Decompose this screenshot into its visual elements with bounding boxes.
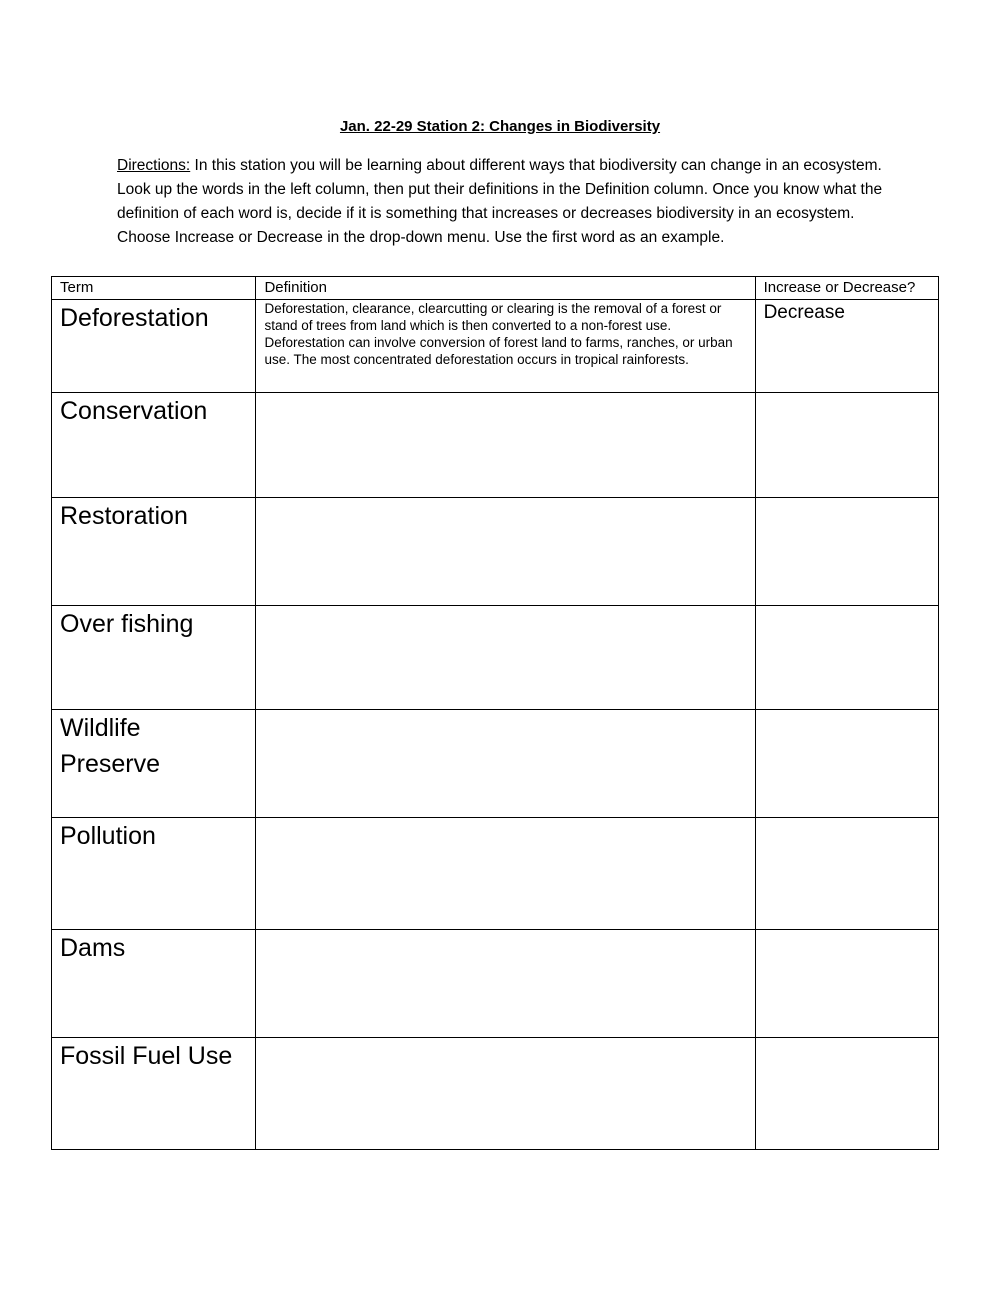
increase-decrease-dropdown[interactable] — [755, 710, 938, 818]
table-row — [52, 818, 939, 930]
worksheet-title: Jan. 22-29 Station 2: Changes in Biodiversity — [339, 118, 661, 135]
table-row — [52, 710, 939, 818]
term-label: Over fishing — [60, 610, 194, 638]
term-label: Restoration — [60, 502, 188, 530]
answer-text — [756, 393, 938, 397]
table-row — [52, 606, 939, 710]
term-label: Pollution — [60, 822, 156, 850]
term-cell — [52, 393, 256, 498]
definition-text: Deforestation, clearance, clearcutting or clearing is the removal of a forest or stand of trees from land which is then converted to a non-forest use. Deforestation can involve conversion of forest land to farms, ranches, or urban use. The most concentrated deforestation occurs in tropical rainforests. — [264, 301, 733, 367]
answer-text: Decrease — [763, 302, 845, 323]
term-cell — [52, 818, 256, 930]
answer-text — [756, 710, 938, 714]
directions-text: In this station you will be learning about different ways that biodiversity can change in an ecosystem. Look up the words in the left column, then put their definitions in the Definition column. Once you know what the definition of each word is, decide if it is something that increases or decreases biodiversity in an ecosystem. Choose Increase or Decrease in the drop-down menu. Use the first word as an example. — [117, 157, 883, 246]
answer-text — [756, 1038, 938, 1042]
term-label: Dams — [60, 934, 126, 962]
term-cell — [52, 498, 256, 606]
header-increase-decrease-label: Increase or Decrease? — [763, 279, 916, 296]
table-row — [52, 393, 939, 498]
term-cell — [52, 606, 256, 710]
header-definition — [256, 277, 755, 300]
increase-decrease-dropdown[interactable] — [755, 393, 938, 498]
increase-decrease-dropdown[interactable] — [755, 1038, 938, 1150]
term-cell — [52, 1038, 256, 1150]
definition-field[interactable] — [256, 498, 755, 606]
definition-field[interactable] — [256, 710, 755, 818]
increase-decrease-dropdown[interactable] — [755, 606, 938, 710]
term-cell — [52, 300, 256, 393]
definition-field[interactable] — [256, 300, 755, 393]
answer-text — [756, 606, 938, 610]
directions-label: Directions: — [117, 157, 191, 174]
header-term — [52, 277, 256, 300]
table-header-row — [52, 277, 939, 300]
definition-field[interactable] — [256, 1038, 755, 1150]
increase-decrease-dropdown[interactable] — [755, 300, 938, 393]
header-increase-decrease — [755, 277, 938, 300]
increase-decrease-dropdown[interactable] — [755, 818, 938, 930]
term-label: Wildlife Preserve — [60, 714, 161, 778]
term-label: Deforestation — [60, 304, 209, 332]
table-row — [52, 930, 939, 1038]
term-label: Conservation — [60, 397, 208, 425]
table-row — [52, 300, 939, 393]
definition-field[interactable] — [256, 393, 755, 498]
increase-decrease-dropdown[interactable] — [755, 930, 938, 1038]
answer-text — [756, 930, 938, 934]
header-term-label: Term — [60, 279, 94, 296]
answer-text — [756, 818, 938, 822]
table-row — [52, 498, 939, 606]
answer-text — [756, 498, 938, 502]
term-cell — [52, 930, 256, 1038]
term-label: Fossil Fuel Use — [60, 1042, 233, 1070]
directions-paragraph — [117, 154, 887, 250]
header-definition-label: Definition — [264, 279, 327, 296]
definition-field[interactable] — [256, 818, 755, 930]
term-cell — [52, 710, 256, 818]
definition-field[interactable] — [256, 930, 755, 1038]
biodiversity-table — [51, 276, 939, 1150]
table-row — [52, 1038, 939, 1150]
increase-decrease-dropdown[interactable] — [755, 498, 938, 606]
definition-field[interactable] — [256, 606, 755, 710]
